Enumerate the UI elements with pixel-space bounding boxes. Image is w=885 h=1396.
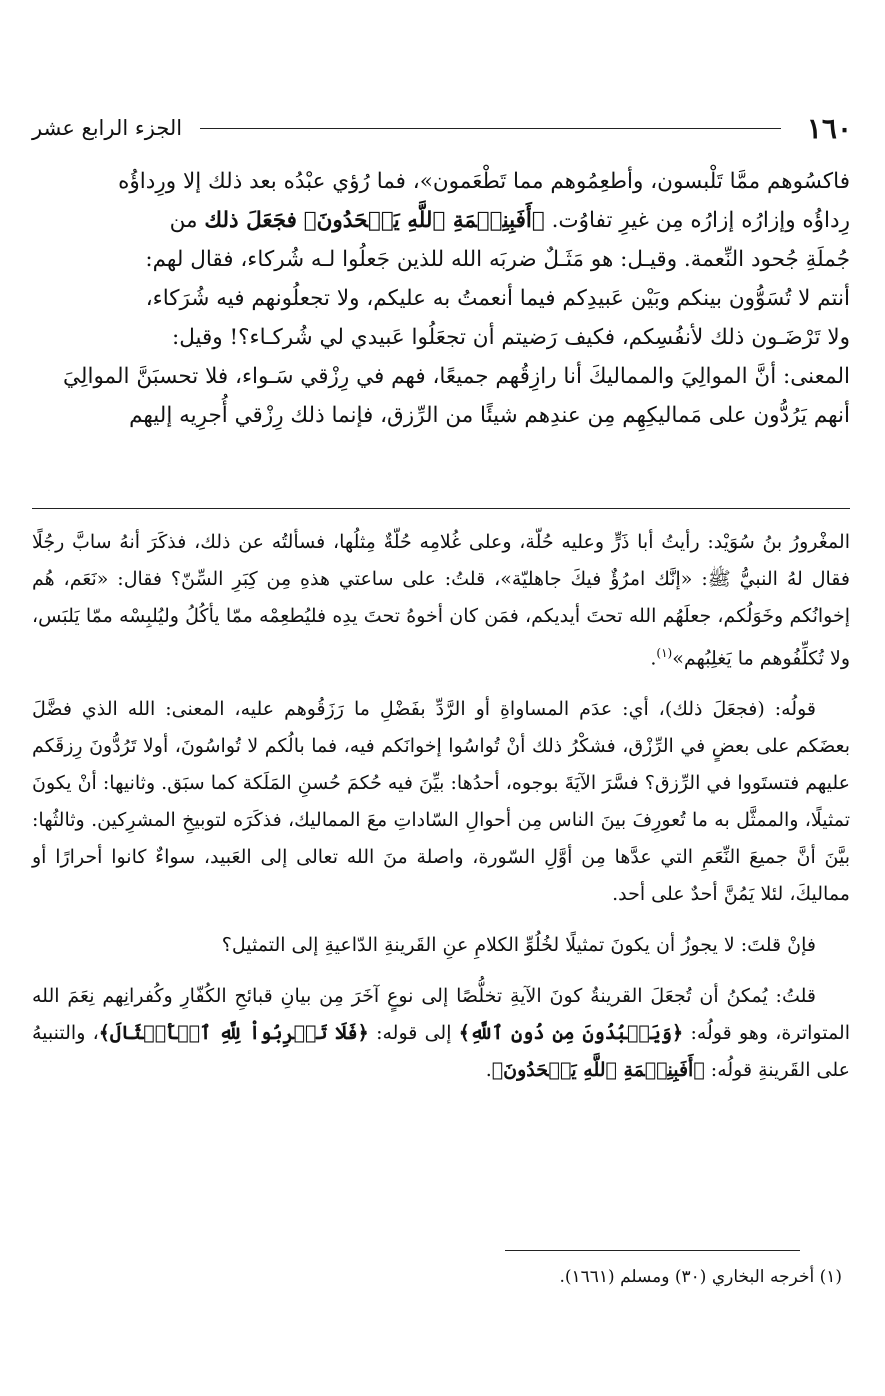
main-text bbox=[32, 162, 850, 435]
main-line: أنتم لا تُسَوُّون بينكم وبَيْن عَبيدِكم فيما أنعمتُ به عليكم، ولا تجعلُونهم فيه شُرَكاء، bbox=[145, 286, 850, 311]
text-divider bbox=[32, 508, 850, 509]
commentary bbox=[32, 524, 850, 1103]
quran-verse: ﴿وَيَعۡبُدُونَ مِن دُونِ ٱللَّهِ﴾ bbox=[458, 1022, 684, 1045]
header-rule bbox=[200, 128, 781, 129]
commentary-text: . bbox=[485, 1059, 492, 1082]
commentary-paragraph: فإنْ قلتَ: لا يجوزُ أن يكونَ تمثيلًا لخُلُوِّ الكلامِ عنِ القَرينةِ الدّاعيةِ إلى التمثيل؟ bbox=[221, 934, 816, 957]
commentary-text: المغْرورُ بنُ سُوَيْد: رأيتُ أبا ذَرٍّ وعليه حُلّة، وعلى غُلامِه حُلّةٌ مِثلُها، فسألتُه عن ذلك، فذكَرَ أنهُ سابَّ رجُلًا فقال لهُ النبيُّ ﷺ: «إنَّك امرُؤٌ فيكَ جاهليّة»، قلتُ: على ساعتي هذهِ مِن كِبَرِ السِّنّ؟ فقال: «نَعَم، هُم إخوانُكم وخَوَلُكم، جعلَهُم الله تحتَ أيديكم، فمَن كان أخوهُ تحتَ يدِه فليُطعِمْه ممّا يأكُلُ وليُلبِسْه ممّا يَلبَس، ولا تُكلِّفُوهم ما يَغلِبُهم» bbox=[32, 531, 850, 670]
commentary-text: إلى قوله: bbox=[376, 1022, 452, 1045]
bold-phrase: فجَعَلَ ذلك bbox=[204, 208, 297, 233]
main-line: أنهم يَرُدُّون على مَماليكِهِم مِن عندِهم شيئًا من الرِّزق، فإنما ذلك رِزْقي أُجرِيه إليهم bbox=[129, 403, 850, 428]
quran-verse: ﴿أَفَبِنِعۡمَةِ ٱللَّهِ يَجۡحَدُونَ﴾ bbox=[491, 1059, 705, 1082]
main-line-text: من bbox=[169, 208, 198, 233]
main-line: فاكسُوهم ممَّا تَلْبسون، وأطعِمُوهم مما تَطْعَمون»، فما رُؤي عبْدُه بعد ذلك إلا ورِداؤُه bbox=[118, 169, 850, 194]
commentary-paragraph: المغْرورُ بنُ سُوَيْد: رأيتُ أبا ذَرٍّ وعليه حُلّة، وعلى غُلامِه حُلّةٌ مِثلُها، فسألتُه عن ذلك، فذكَرَ أنهُ سابَّ رجُلًا فقال لهُ النبيُّ ﷺ: «إنَّك امرُؤٌ فيكَ جاهليّة»، قلتُ: على ساعتي هذهِ مِن كِبَرِ السِّنّ؟ فقال: «نَعَم، هُم إخوانُكم وخَوَلُكم، جعلَهُم الله تحتَ أيديكم، فمَن كان أخوهُ تحتَ يدِه فليُطعِمْه ممّا يأكُلُ وليُلبِسْه ممّا يَلبَس، ولا تُكلِّفُوهم ما يَغلِبُهم»$^{(١)}$. bbox=[32, 531, 850, 670]
commentary-text: ، والتنبيهُ على القَرينةِ قولُه: bbox=[32, 1022, 850, 1082]
page-header bbox=[32, 108, 852, 148]
commentary-text: قلتُ: يُمكنُ أن تُجعَلَ القرينةُ كونَ الآيةِ تخلُّصًا إلى نوعٍ آخَرَ مِن بيانِ قبائحِ الكُفّارِ وكُفرانِهم نِعَمَ الله المتواترة، وهو قولُه: bbox=[32, 985, 851, 1045]
footnote-ref[interactable]: (١) bbox=[656, 646, 673, 660]
main-line-text: رِداؤُه وإزارُه إزارُه مِن غيرِ تفاوُت. bbox=[551, 208, 850, 233]
main-line: ولا تَرْضَـون ذلك لأنفُسِكم، فكيف رَضيتم أن تجعَلُوا عَبيدي لي شُركـاء؟! وقيل: bbox=[172, 325, 850, 350]
quran-verse: ﴿فَلَا تَضۡرِبُواْ لِلَّهِ ٱلۡأَمۡثَالَ﴾ bbox=[98, 1022, 369, 1045]
footnote: (١) أخرجه البخاري (٣٠) ومسلم (١٦٦١). bbox=[559, 1267, 842, 1287]
page-number: ١٦٠ bbox=[806, 111, 852, 145]
main-line bbox=[32, 201, 850, 240]
commentary-paragraph: قولُه: (فجعَلَ ذلك)، أي: عدَم المساواةِ أو الرَّدِّ بفَضْلِ ما رَزَقُوهم عليه، المعنى: الله الذي فضَّلَ بعضَكم على بعضٍ في الرِّزْق، فشكْرُ ذلك أنْ تُواسُوا إخوانَكم فيه، فما بالُكم لا تُواسُونَ، أولا تَرُدُّونَ رِزقَكم عليهم فتستَووا في الرِّزق؟ فسَّرَ الآيَةَ بوجوه، أحدُها: بيِّنَ فيه حُكمَ حُسنِ المَلَكة كما سبَق. وثانيها: أنْ يكونَ تمثيلًا، والممثَّل به ما تُعورِفَ بينَ الناس مِن أحوالِ السّاداتِ معَ المماليك، فذكَرَه لتوبيخِ المشرِكين. وثالثُها: بيَّنَ أنَّ جميعَ النِّعَمِ التي عدَّها مِن أوَّلِ السّورة، واصلة منَ الله تعالى إلى العَبيد، سواءٌ كانوا أحرارًا أو مماليكَ، لئلا يَمُنَّ أحدٌ على أحد. bbox=[32, 698, 850, 906]
main-line: المعنى: أنَّ الموالِيَ والمماليكَ أنا رازِقُهم جميعًا، فهم في رِزْقي سَـواء، فلا تحسبَنَّ الموالِيَ bbox=[63, 364, 850, 389]
commentary-paragraph bbox=[32, 978, 850, 1089]
main-line: جُملَةِ جُحود النِّعمة. وقيـل: هو مَثَـلٌ ضربَه الله للذين جَعلُوا لـه شُركاء، فقال لهم: bbox=[145, 247, 850, 272]
quran-verse: ﴿أَفَبِنِعۡمَةِ ٱللَّهِ يَجۡحَدُونَ﴾ bbox=[303, 208, 545, 233]
running-title: الجزء الرابع عشر bbox=[32, 116, 183, 140]
footnote-rule bbox=[505, 1250, 800, 1251]
